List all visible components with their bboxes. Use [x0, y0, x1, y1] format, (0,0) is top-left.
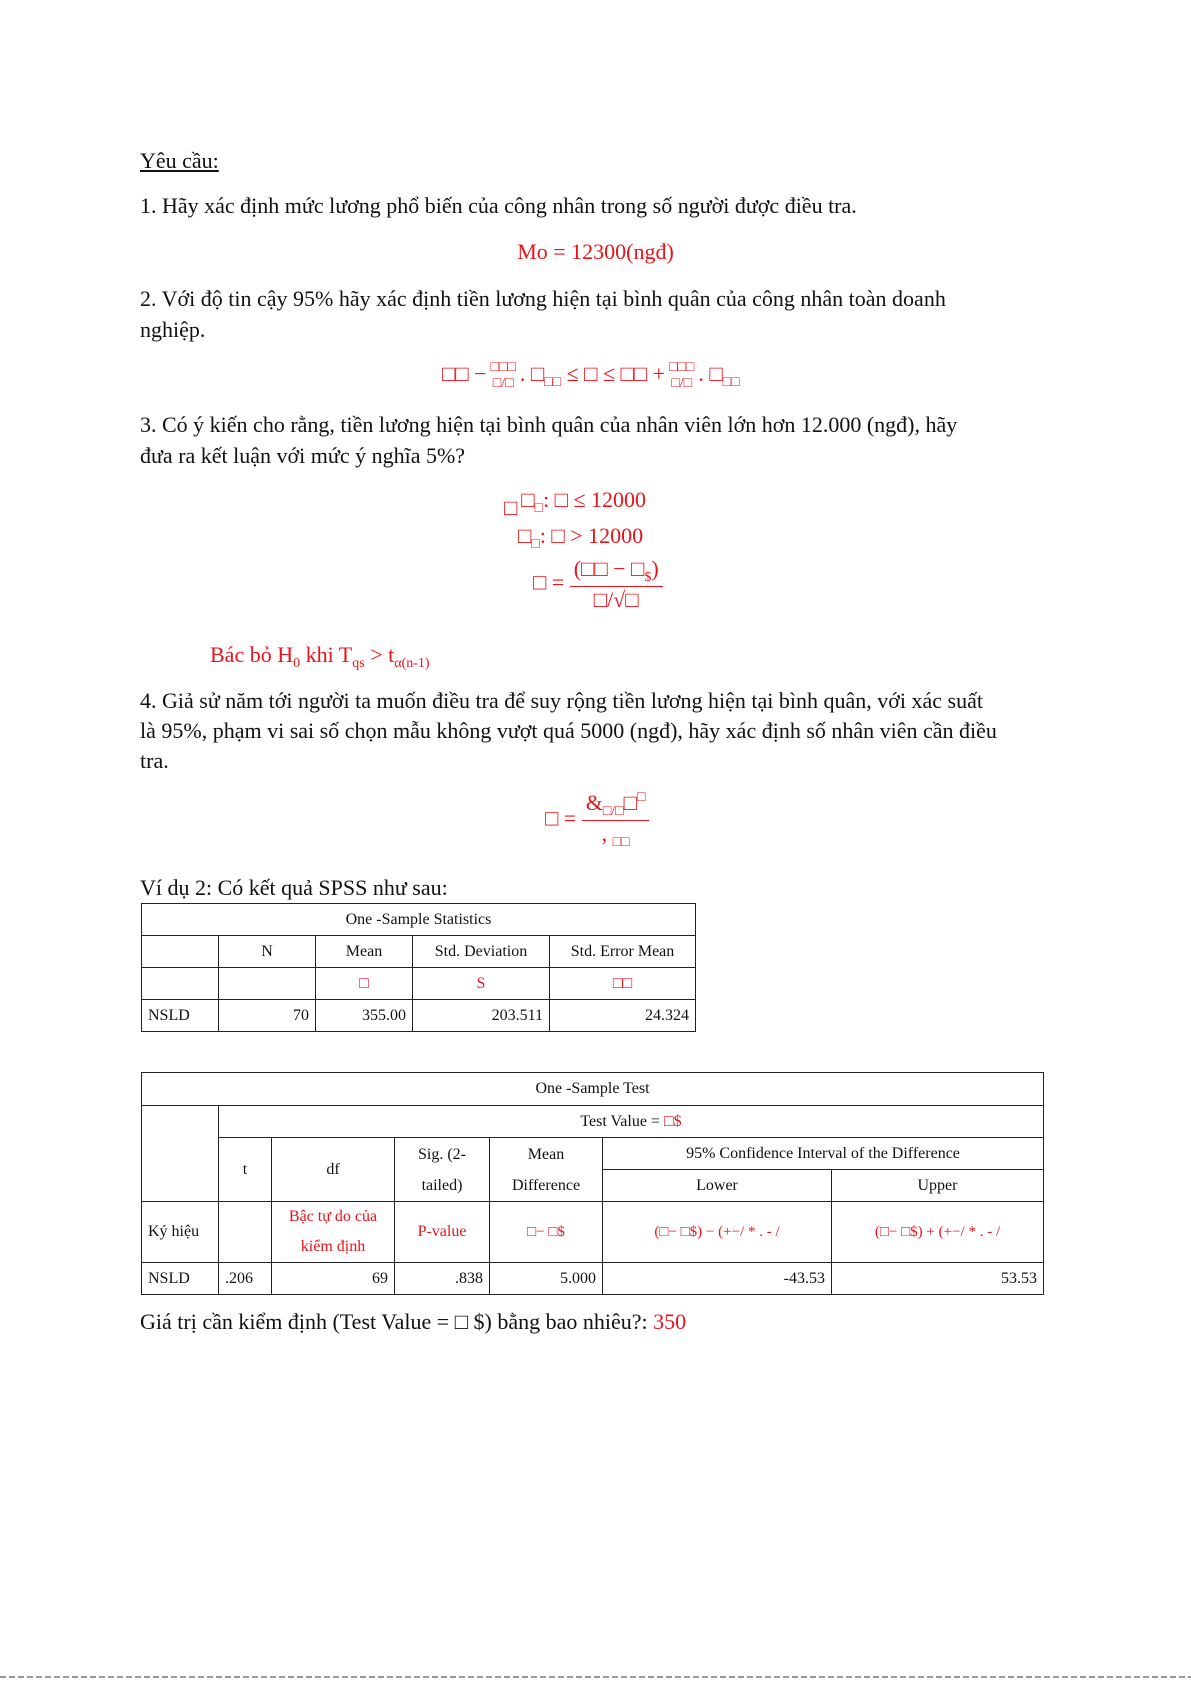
stats-table-title: One -Sample Statistics — [142, 904, 696, 936]
test-value-header: Test Value = □$ — [219, 1106, 1044, 1138]
test-row-t: .206 — [219, 1263, 272, 1295]
test-header-t: t — [219, 1138, 272, 1202]
stats-sym-blank — [142, 968, 219, 1000]
heading: Yêu cầu: — [140, 148, 219, 173]
test-corner-cell — [142, 1106, 219, 1202]
stats-sym-std: S — [413, 968, 550, 1000]
test-sym-mean-diff: □− □$ — [490, 1202, 603, 1263]
stats-sym-n — [219, 968, 316, 1000]
stats-row-sem: 24.324 — [550, 1000, 696, 1032]
alternative-hypothesis: $□_□$: □ > 12000 — [518, 523, 644, 552]
stats-header-n: N — [219, 936, 316, 968]
question-2-line-2: nghiệp. — [140, 317, 206, 342]
answer-1: Mo = 12300(ngđ) — [517, 239, 674, 264]
test-row-df: 69 — [272, 1263, 395, 1295]
null-hypothesis: □ $□_□$: □ ≤ 12000 — [504, 487, 647, 520]
stats-sym-mean: □ — [316, 968, 413, 1000]
test-header-upper: Upper — [832, 1170, 1044, 1202]
example-intro: Ví dụ 2: Có kết quả SPSS như sau: — [140, 875, 448, 900]
test-sym-label: Ký hiệu — [142, 1202, 219, 1263]
one-sample-statistics-table — [141, 903, 696, 1032]
test-table-title: One -Sample Test — [142, 1073, 1044, 1106]
test-sym-sig: P-value — [395, 1202, 490, 1263]
test-row-upper: 53.53 — [832, 1263, 1044, 1295]
confidence-interval-formula: □□ − □□□ □/□ . $□_{□□}$ ≤ □ ≤ □□ + □□□ □/□ . $□_{□□}$ — [442, 360, 740, 391]
test-sym-upper: (□− □$) + (+−/ * . - / — [832, 1202, 1044, 1263]
test-header-df: df — [272, 1138, 395, 1202]
test-sym-lower: (□− □$) − (+−/ * . - / — [603, 1202, 832, 1263]
test-row-lower: -43.53 — [603, 1263, 832, 1295]
reject-rule: Bác bỏ $H_0$ khi $T_{qs} > t_{\alpha(n-1)}$ — [210, 642, 430, 671]
test-value-question: Giá trị cần kiểm định (Test Value = □ $) bằng bao nhiêu?: 350 — [140, 1309, 687, 1334]
test-header-ci: 95% Confidence Interval of the Difference — [603, 1138, 1044, 1170]
stats-sym-sem: □□ — [550, 968, 696, 1000]
question-4-line-3: tra. — [140, 748, 169, 773]
stats-header-std: Std. Deviation — [413, 936, 550, 968]
stats-row-mean: 355.00 — [316, 1000, 413, 1032]
question-4-line-2: là 95%, phạm vi sai số chọn mẫu không vượt quá 5000 (ngđ), hãy xác định số nhân viên cần điều — [140, 718, 997, 743]
stats-header-sem: Std. Error Mean — [550, 936, 696, 968]
sample-size-formula: □ = $\frac{\&_{□/□}□^□}{, _{□□}}$ — [545, 790, 649, 851]
question-4-line-1: 4. Giả sử năm tới người ta muốn điều tra để suy rộng tiền lương hiện tại bình quân, với xác suất — [140, 688, 983, 713]
question-3-line-1: 3. Có ý kiến cho rằng, tiền lương hiện tại bình quân của nhân viên lớn hơn 12.000 (ngđ), hãy — [140, 412, 958, 437]
test-header-lower: Lower — [603, 1170, 832, 1202]
stats-header-blank — [142, 936, 219, 968]
test-row-sig: .838 — [395, 1263, 490, 1295]
test-header-sig: Sig. (2- tailed) — [395, 1138, 490, 1202]
test-statistic-formula: □ = $\frac{(□□ - □_{\$})}{□/√□}$ — [533, 556, 663, 613]
question-2-line-1: 2. Với độ tin cậy 95% hãy xác định tiền lương hiện tại bình quân của công nhân toàn doanh — [140, 286, 946, 311]
test-row-label: NSLD — [142, 1263, 219, 1295]
stats-row-n: 70 — [219, 1000, 316, 1032]
footer-divider — [0, 1676, 1191, 1678]
stats-row-label: NSLD — [142, 1000, 219, 1032]
test-value-answer: 350 — [653, 1309, 687, 1334]
test-sym-t — [219, 1202, 272, 1263]
one-sample-test-table — [141, 1072, 1044, 1295]
stats-row-std: 203.511 — [413, 1000, 550, 1032]
question-1: 1. Hãy xác định mức lương phổ biến của công nhân trong số người được điều tra. — [140, 193, 857, 218]
test-row-mean-diff: 5.000 — [490, 1263, 603, 1295]
test-header-mean-diff: Mean Difference — [490, 1138, 603, 1202]
hypothesis-block — [504, 486, 647, 558]
test-sym-df: Bậc tự do của kiểm định — [272, 1202, 395, 1263]
stats-header-mean: Mean — [316, 936, 413, 968]
question-3-line-2: đưa ra kết luận với mức ý nghĩa 5%? — [140, 443, 466, 468]
